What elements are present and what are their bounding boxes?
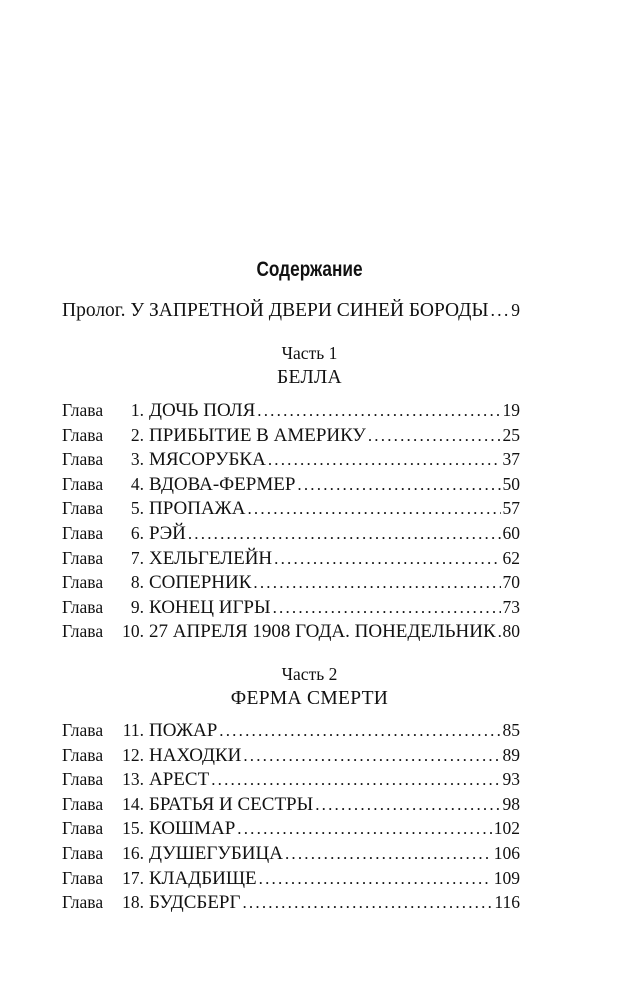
chapter-number: 13. <box>122 769 144 790</box>
chapter-title: ВДОВА-ФЕРМЕР <box>149 473 296 495</box>
chapter-page-number: 89 <box>502 744 520 765</box>
dot-leader <box>257 401 500 421</box>
chapter-page-number: 57 <box>502 498 520 519</box>
chapter-title: ПРИБЫТИЕ В АМЕРИКУ <box>149 424 366 446</box>
chapter-word: Глава <box>62 596 104 617</box>
chapter-page-number: 37 <box>502 449 520 470</box>
toc-entry[interactable] <box>62 548 520 573</box>
page-title: Содержание <box>256 258 363 281</box>
chapter-number: 4. <box>130 473 144 494</box>
toc-entry[interactable] <box>62 597 520 622</box>
chapter-number: 7. <box>130 547 144 568</box>
chapter-number: 18. <box>122 892 144 913</box>
chapter-title: МЯСОРУБКА <box>149 449 266 471</box>
chapter-title: АРЕСТ <box>149 769 210 791</box>
prologue-entry[interactable] <box>62 300 520 322</box>
chapter-word: Глава <box>62 621 104 642</box>
toc-entry[interactable] <box>62 400 520 425</box>
prologue-label: Пролог. <box>62 300 126 321</box>
chapter-title: СОПЕРНИК <box>149 572 252 594</box>
dot-leader <box>211 770 500 790</box>
chapter-title: БРАТЬЯ И СЕСТРЫ <box>149 793 314 815</box>
chapter-title: ДУШЕГУБИЦА <box>149 842 283 864</box>
chapter-page-number: 60 <box>502 522 520 543</box>
dot-leader <box>243 746 500 766</box>
chapter-page-number: 106 <box>493 842 520 863</box>
chapter-number: 10. <box>122 621 144 642</box>
toc-entry[interactable] <box>62 572 520 597</box>
toc-entry[interactable] <box>62 720 520 745</box>
chapter-title: ДОЧЬ ПОЛЯ <box>149 400 256 421</box>
dot-leader <box>368 426 501 446</box>
toc-entry[interactable] <box>62 769 520 794</box>
chapter-number: 1. <box>130 400 144 420</box>
dot-leader <box>297 475 500 495</box>
chapter-title: НАХОДКИ <box>149 744 242 766</box>
chapter-page-number: 73 <box>502 596 520 617</box>
chapter-word: Глава <box>62 867 104 888</box>
toc-entry[interactable] <box>62 818 520 843</box>
chapter-page-number: 98 <box>502 793 520 814</box>
chapter-title: КОНЕЦ ИГРЫ <box>149 596 271 618</box>
toc-entry[interactable] <box>62 621 520 646</box>
chapter-page-number: 62 <box>502 547 520 568</box>
chapter-title: КЛАДБИЩЕ <box>149 867 257 889</box>
chapter-title: ПОЖАР <box>149 720 218 741</box>
toc-entry[interactable] <box>62 892 520 917</box>
toc-entry[interactable] <box>62 425 520 450</box>
dot-leader <box>285 844 492 864</box>
chapter-word: Глава <box>62 769 104 790</box>
prologue-title: У ЗАПРЕТНОЙ ДВЕРИ СИНЕЙ БОРОДЫ <box>130 300 489 321</box>
toc-entry[interactable] <box>62 523 520 548</box>
chapter-number: 2. <box>130 424 144 445</box>
chapter-number: 17. <box>122 867 144 888</box>
dot-leader <box>274 549 500 569</box>
chapter-number: 11. <box>122 720 144 740</box>
toc-entry[interactable] <box>62 498 520 523</box>
toc-entry[interactable] <box>62 474 520 499</box>
part-2-name: ФЕРМА СМЕРТИ <box>230 688 389 709</box>
chapter-word: Глава <box>62 818 104 839</box>
chapter-page-number: 70 <box>502 572 520 593</box>
dot-leader <box>247 499 500 519</box>
dot-leader <box>498 622 501 642</box>
chapter-word: Глава <box>62 449 104 470</box>
toc-entry[interactable] <box>62 868 520 893</box>
dot-leader <box>242 893 492 913</box>
dot-leader <box>315 795 500 815</box>
chapter-word: Глава <box>62 522 104 543</box>
chapter-word: Глава <box>62 572 104 593</box>
chapter-number: 5. <box>130 498 144 519</box>
chapter-page-number: 19 <box>502 400 520 420</box>
dot-leader <box>219 721 500 741</box>
prologue-page-number: 9 <box>511 300 520 320</box>
chapter-title: РЭЙ <box>149 522 186 544</box>
chapter-title: 27 АПРЕЛЯ 1908 ГОДА. ПОНЕДЕЛЬНИК <box>149 621 496 643</box>
chapter-title: ПРОПАЖА <box>149 498 246 520</box>
toc-entry[interactable] <box>62 745 520 770</box>
chapter-word: Глава <box>62 892 104 913</box>
chapter-word: Глава <box>62 793 104 814</box>
chapter-number: 14. <box>122 793 144 814</box>
chapter-word: Глава <box>62 473 104 494</box>
chapter-number: 6. <box>130 522 144 543</box>
chapter-number: 3. <box>130 449 144 470</box>
part-1-chapter-list <box>62 400 520 646</box>
chapter-number: 12. <box>122 744 144 765</box>
part-2-chapter-list <box>62 720 520 917</box>
chapter-page-number: 50 <box>502 473 520 494</box>
chapter-page-number: 102 <box>493 818 520 839</box>
chapter-page-number: 116 <box>494 892 520 913</box>
chapter-word: Глава <box>62 547 104 568</box>
chapter-title: КОШМАР <box>149 818 236 840</box>
part-1-heading: Часть 1 <box>281 343 338 363</box>
chapter-number: 8. <box>130 572 144 593</box>
toc-entry[interactable] <box>62 794 520 819</box>
dot-leader <box>273 598 501 618</box>
part-1-name: БЕЛЛА <box>277 367 342 388</box>
chapter-page-number: 25 <box>502 424 520 445</box>
chapter-number: 9. <box>130 596 144 617</box>
part-2-heading: Часть 2 <box>281 664 338 684</box>
toc-entry[interactable] <box>62 843 520 868</box>
chapter-number: 16. <box>122 842 144 863</box>
chapter-page-number: 85 <box>502 720 520 740</box>
chapter-word: Глава <box>62 400 104 420</box>
chapter-page-number: 109 <box>493 867 520 888</box>
chapter-page-number: 93 <box>502 769 520 790</box>
chapter-word: Глава <box>62 424 104 445</box>
chapter-word: Глава <box>62 842 104 863</box>
dot-leader <box>259 869 492 889</box>
chapter-title: БУДСБЕРГ <box>149 892 241 914</box>
chapter-word: Глава <box>62 498 104 519</box>
dot-leader <box>188 524 501 544</box>
chapter-page-number: 80 <box>502 621 520 642</box>
chapter-number: 15. <box>122 818 144 839</box>
dot-leader <box>253 573 500 593</box>
chapter-word: Глава <box>62 720 104 740</box>
dot-leader <box>237 819 491 839</box>
toc-entry[interactable] <box>62 449 520 474</box>
chapter-title: ХЕЛЬГЕЛЕЙН <box>149 547 273 569</box>
dot-leader <box>268 450 501 470</box>
chapter-word: Глава <box>62 744 104 765</box>
dot-leader <box>490 300 509 322</box>
